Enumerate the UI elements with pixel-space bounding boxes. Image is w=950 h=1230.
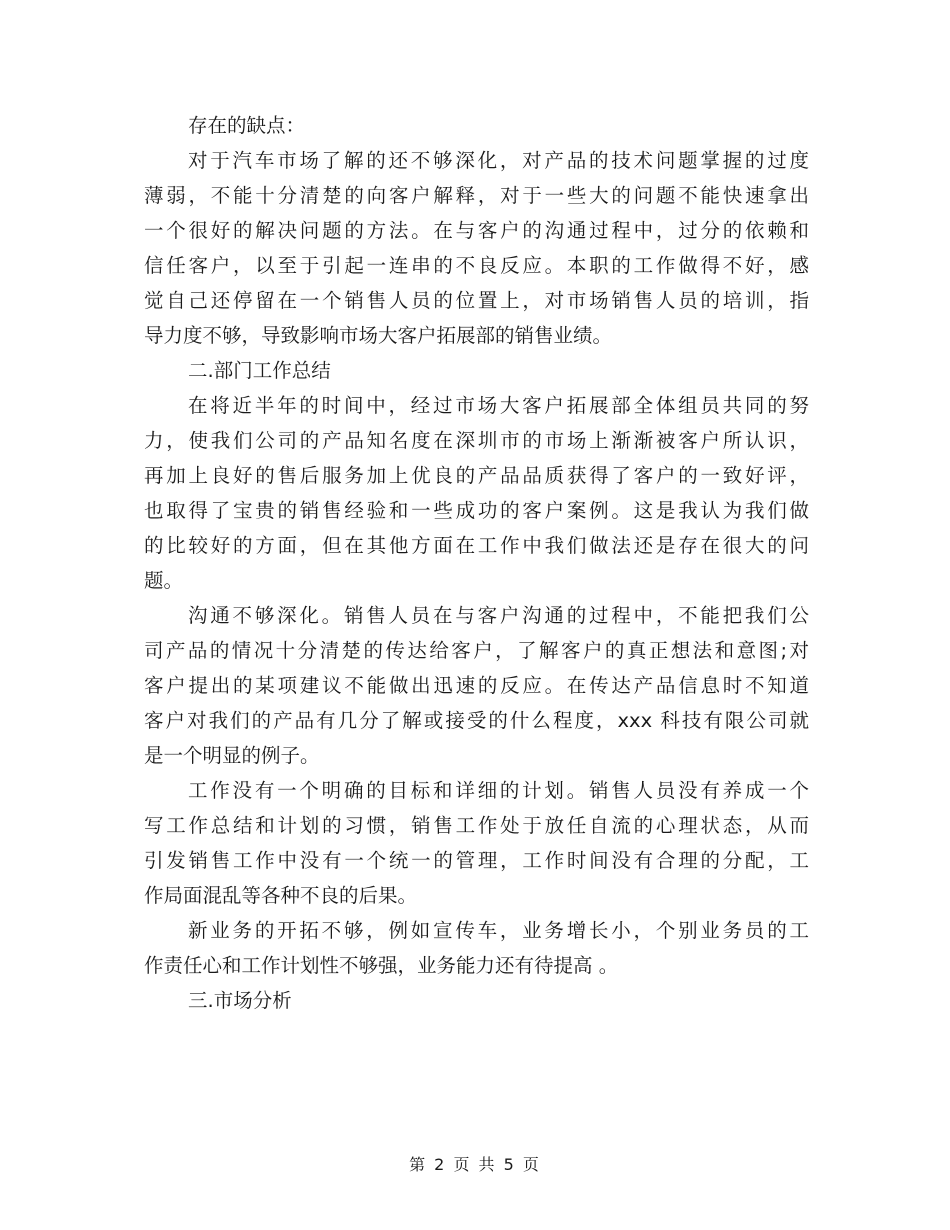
section-heading: 二.部门工作总结	[188, 359, 331, 382]
paragraph-new-business	[144, 913, 809, 983]
paragraph-shortcomings-heading	[144, 108, 809, 143]
text-line: 也取得了宝贵的销售经验和一些成功的客户案例。这是我认为我们做	[144, 499, 809, 522]
section-heading: 三.市场分析	[188, 989, 292, 1012]
text-line: 对于汽车市场了解的还不够深化，对产品的技术问题掌握的过度	[188, 149, 809, 172]
text-line: 工作没有一个明确的目标和详细的计划。销售人员没有养成一个	[188, 779, 809, 802]
text-line: 在将近半年的时间中，经过市场大客户拓展部全体组员共同的努	[188, 394, 809, 417]
page-number-footer: 第 2 页 共 5 页	[409, 1155, 541, 1174]
text-line: 作责任心和工作计划性不够强，业务能力还有待提高 。	[144, 954, 619, 977]
paragraph-shortcomings-body	[144, 143, 809, 353]
text-line: 存在的缺点：	[188, 114, 306, 137]
text-line: 信任客户，以至于引起一连串的不良反应。本职的工作做得不好，感	[144, 254, 809, 277]
text-line: 引发销售工作中没有一个统一的管理，工作时间没有合理的分配，工	[144, 849, 809, 872]
paragraph-planning	[144, 773, 809, 913]
paragraph-communication	[144, 598, 809, 773]
text-line: 薄弱，不能十分清楚的向客户解释，对于一些大的问题不能快速拿出	[144, 184, 809, 207]
text-line: 写工作总结和计划的习惯，销售工作处于放任自流的心理状态，从而	[144, 814, 809, 837]
text-line: 客户提出的某项建议不能做出迅速的反应。在传达产品信息时不知道	[144, 674, 809, 697]
text-line: 力，使我们公司的产品知名度在深圳市的市场上渐渐被客户所认识，	[144, 429, 809, 452]
text-line: 是一个明显的例子。	[144, 744, 320, 767]
text-line: 再加上良好的售后服务加上优良的产品品质获得了客户的一致好评，	[144, 464, 809, 487]
text-line: 一个很好的解决问题的方法。在与客户的沟通过程中，过分的依赖和	[144, 219, 809, 242]
text-line: 的比较好的方面，但在其他方面在工作中我们做法还是存在很大的问	[144, 534, 809, 557]
document-body	[144, 108, 809, 1018]
paragraph-section-2-heading	[144, 353, 809, 388]
paragraph-department-summary	[144, 388, 809, 598]
text-line: 客户对我们的产品有几分了解或接受的什么程度，xxx 科技有限公司就	[144, 709, 809, 732]
paragraph-section-3-heading	[144, 983, 809, 1018]
text-line: 作局面混乱等各种不良的后果。	[144, 884, 418, 907]
text-line: 新业务的开拓不够，例如宣传车，业务增长小，个别业务员的工	[188, 919, 809, 942]
text-line: 觉自己还停留在一个销售人员的位置上，对市场销售人员的培训，指	[144, 289, 809, 312]
text-line: 导力度不够，导致影响市场大客户拓展部的销售业绩。	[144, 324, 613, 347]
text-line: 题。	[144, 569, 184, 592]
text-line: 司产品的情况十分清楚的传达给客户，了解客户的真正想法和意图;对	[144, 639, 809, 662]
text-line: 沟通不够深化。销售人员在与客户沟通的过程中，不能把我们公	[188, 604, 809, 627]
